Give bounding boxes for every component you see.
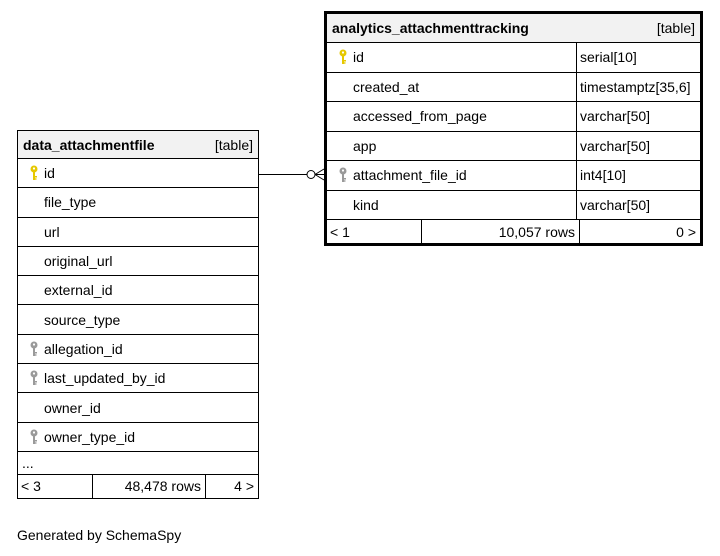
parents-count[interactable]: 4 > — [234, 478, 254, 495]
column-row[interactable] — [18, 247, 258, 276]
column-name: kind — [353, 196, 379, 213]
primary-key-icon — [24, 165, 44, 181]
column-type: varchar[50] — [576, 102, 700, 131]
column-name: id — [353, 49, 364, 66]
column-row[interactable] — [327, 73, 700, 103]
column-name-cell — [18, 335, 258, 363]
column-name-cell — [327, 161, 576, 190]
column-name: external_id — [44, 282, 113, 299]
table-header — [327, 14, 700, 43]
column-name: app — [353, 137, 377, 154]
row-count: 10,057 rows — [422, 220, 580, 243]
generated-by-credit: Generated by SchemaSpy — [17, 527, 182, 543]
column-name: url — [44, 223, 60, 240]
table-analytics-attachmenttracking[interactable] — [324, 11, 703, 246]
table-footer — [18, 475, 258, 498]
column-name: id — [44, 165, 55, 182]
column-row[interactable] — [18, 393, 258, 422]
column-type: serial[10] — [576, 43, 700, 72]
optional-circle — [307, 171, 315, 179]
column-name-cell — [18, 276, 258, 304]
column-name: source_type — [44, 311, 121, 328]
table-kind: [table] — [656, 20, 695, 36]
column-name: owner_type_id — [44, 428, 136, 445]
column-row[interactable] — [18, 364, 258, 393]
column-row[interactable] — [327, 191, 700, 221]
column-name-cell — [18, 393, 258, 421]
foreign-key-icon — [333, 167, 353, 183]
foreign-key-icon — [24, 370, 44, 386]
column-name: accessed_from_page — [353, 108, 487, 125]
column-name-cell — [327, 73, 576, 102]
primary-key-icon — [333, 49, 353, 65]
more-columns: ... — [18, 452, 258, 475]
column-list — [18, 159, 258, 452]
table-data-attachmentfile[interactable] — [17, 130, 259, 499]
column-row[interactable] — [18, 188, 258, 217]
column-name: file_type — [44, 194, 97, 211]
column-row[interactable] — [18, 276, 258, 305]
column-name-cell — [18, 247, 258, 275]
column-type: varchar[50] — [576, 132, 700, 161]
table-header — [18, 131, 258, 159]
column-row[interactable] — [18, 423, 258, 452]
foreign-key-icon — [24, 429, 44, 445]
column-type: int4[10] — [576, 161, 700, 190]
parents-count[interactable]: 0 > — [676, 223, 696, 240]
column-name: original_url — [44, 253, 113, 270]
table-kind: [table] — [214, 136, 253, 153]
column-name-cell — [327, 102, 576, 131]
table-name: analytics_attachmenttracking — [332, 20, 529, 36]
column-name: last_updated_by_id — [44, 370, 166, 387]
table-name: data_attachmentfile — [23, 136, 155, 153]
column-row[interactable] — [18, 305, 258, 334]
column-name: allegation_id — [44, 340, 123, 357]
column-name-cell — [327, 43, 576, 72]
column-name-cell — [327, 132, 576, 161]
column-list — [327, 43, 700, 220]
column-name: created_at — [353, 78, 420, 95]
row-count: 48,478 rows — [93, 475, 206, 498]
column-name-cell — [18, 218, 258, 246]
column-type: timestamptz[35,6] — [576, 73, 700, 102]
column-row[interactable] — [18, 159, 258, 188]
foreign-key-icon — [24, 341, 44, 357]
table-footer — [327, 220, 700, 243]
column-row[interactable] — [327, 161, 700, 191]
column-name-cell — [18, 364, 258, 392]
column-name: owner_id — [44, 399, 101, 416]
children-count[interactable]: < 1 — [327, 220, 422, 243]
column-type: varchar[50] — [576, 191, 700, 220]
crowfoot-lower — [315, 175, 324, 181]
column-name-cell — [18, 305, 258, 333]
children-count[interactable]: < 3 — [18, 475, 93, 498]
column-row[interactable] — [18, 335, 258, 364]
column-row[interactable] — [18, 218, 258, 247]
column-name-cell — [18, 188, 258, 216]
column-name-cell — [18, 159, 258, 187]
column-row[interactable] — [327, 43, 700, 73]
column-name-cell — [18, 423, 258, 451]
column-row[interactable] — [327, 132, 700, 162]
column-name: attachment_file_id — [353, 167, 467, 184]
crowfoot-upper — [315, 169, 324, 175]
column-row[interactable] — [327, 102, 700, 132]
column-name-cell — [327, 191, 576, 220]
